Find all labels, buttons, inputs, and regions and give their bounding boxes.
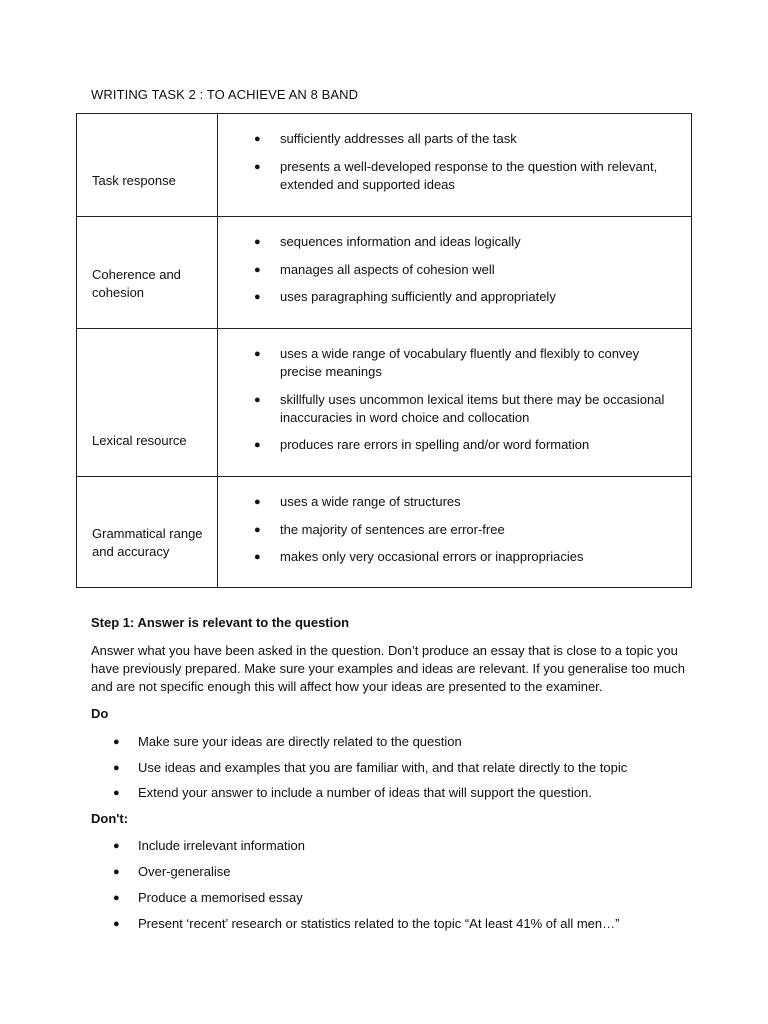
table-row [77, 217, 692, 329]
list-item [218, 130, 671, 148]
list-item [91, 915, 619, 933]
criterion-cell [77, 329, 218, 477]
list-item [91, 784, 627, 802]
bullet-icon: ● [254, 439, 261, 451]
step-heading: Step 1: Answer is relevant to the question [91, 615, 350, 630]
dont-list [91, 837, 619, 941]
criterion-cell [77, 114, 218, 217]
page-title: WRITING TASK 2 : TO ACHIEVE AN 8 BAND [91, 87, 359, 102]
do-item-text: Make sure your ideas are directly related to the question [138, 734, 462, 749]
bullet-icon: ● [254, 291, 261, 303]
descriptor-text: makes only very occasional errors or inappropriacies [280, 549, 584, 564]
bullet-icon: ● [113, 761, 120, 774]
bullet-icon: ● [113, 866, 120, 878]
list-item [218, 521, 671, 539]
descriptor-text: uses a wide range of structures [280, 494, 461, 509]
descriptor-text: produces rare errors in spelling and/or word formation [280, 437, 590, 452]
bullet-icon: ● [254, 236, 261, 248]
descriptor-list [218, 329, 691, 454]
table-row [77, 329, 692, 477]
bullet-icon: ● [113, 736, 120, 748]
descriptor-list [218, 114, 691, 194]
list-item [91, 733, 627, 751]
criterion-label: Grammatical range and accuracy [92, 526, 203, 559]
bullet-icon: ● [113, 918, 120, 930]
bullet-icon: ● [254, 133, 261, 145]
criterion-cell [77, 217, 218, 329]
descriptor-text: the majority of sentences are error-free [280, 521, 505, 537]
table-row [77, 114, 692, 217]
descriptor-cell [218, 114, 692, 217]
bullet-icon: ● [113, 840, 120, 852]
list-item [91, 837, 619, 855]
criterion-label: Coherence and cohesion [92, 267, 181, 300]
list-item [218, 548, 671, 566]
list-item [218, 233, 671, 251]
step-paragraph: Answer what you have been asked in the question. Don’t produce an essay that is close to a topic you have previously prepared. Make sure your examples and ideas are relevant. If you generalise too much and are not specific enough this will affect how your ideas are presented to the examiner. [91, 643, 685, 694]
dont-item-text: Produce a memorised essay [138, 890, 303, 905]
do-heading: Do [91, 706, 109, 721]
criterion-cell [77, 477, 218, 588]
list-item [91, 889, 619, 907]
dont-item-text: Present ‘recent’ research or statistics related to the topic “At least 41% of all men…” [138, 916, 620, 931]
bullet-icon: ● [254, 160, 261, 173]
bullet-icon: ● [254, 263, 261, 276]
descriptor-list [218, 217, 691, 306]
do-item-text: Extend your answer to include a number of ideas that will support the question. [138, 785, 592, 800]
bullet-icon: ● [254, 551, 261, 563]
descriptor-cell [218, 329, 692, 477]
descriptor-text: sufficiently addresses all parts of the task [280, 131, 517, 146]
bullet-icon: ● [254, 348, 261, 360]
bullet-icon: ● [113, 892, 120, 904]
list-item [91, 863, 619, 881]
list-item [218, 493, 671, 511]
list-item [218, 288, 671, 306]
list-item [218, 261, 671, 279]
bullet-icon: ● [113, 787, 120, 799]
dont-item-text: Over-generalise [138, 864, 231, 879]
list-item [91, 759, 627, 777]
dont-heading: Don't: [91, 811, 129, 826]
do-list [91, 733, 627, 810]
descriptor-cell [218, 217, 692, 329]
criterion-label: Lexical resource [92, 433, 187, 448]
dont-item-text: Include irrelevant information [138, 838, 305, 853]
list-item [218, 436, 671, 454]
descriptor-cell [218, 477, 692, 588]
list-item [218, 158, 671, 194]
band-descriptor-table [76, 113, 692, 588]
descriptor-list [218, 477, 691, 566]
list-item [218, 345, 671, 381]
descriptor-text: manages all aspects of cohesion well [280, 261, 495, 277]
bullet-icon: ● [254, 523, 261, 536]
bullet-icon: ● [254, 393, 261, 406]
criterion-label: Task response [92, 173, 176, 188]
descriptor-text: uses a wide range of vocabulary fluently and flexibly to convey precise meanings [280, 346, 640, 379]
descriptor-text: presents a well-developed response to the question with relevant, extended and supported ideas [280, 158, 658, 192]
descriptor-text: uses paragraphing sufficiently and appropriately [280, 289, 556, 304]
list-item [218, 391, 671, 427]
table-row [77, 477, 692, 588]
descriptor-text: sequences information and ideas logically [280, 234, 521, 249]
bullet-icon: ● [254, 496, 261, 508]
descriptor-text: skillfully uses uncommon lexical items but there may be occasional inaccuracies in word choice and collocation [280, 391, 665, 425]
do-item-text: Use ideas and examples that you are familiar with, and that relate directly to the topic [138, 759, 628, 775]
